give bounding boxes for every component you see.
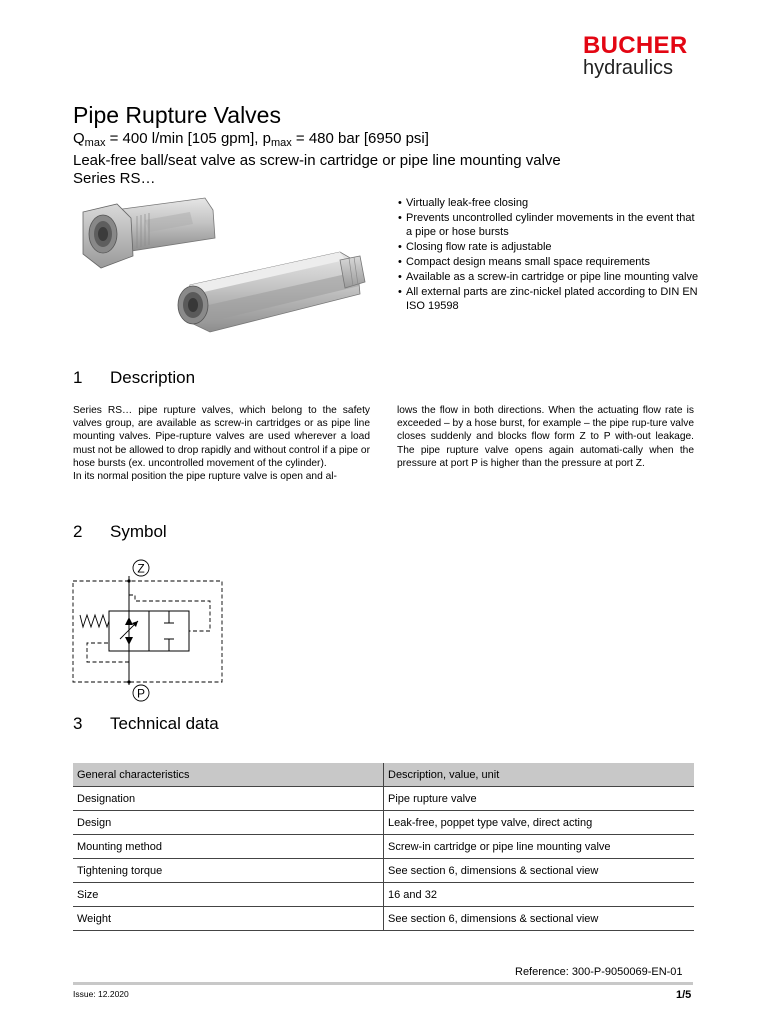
feature-list <box>398 196 703 314</box>
section-heading-symbol: 2 Symbol <box>73 522 167 541</box>
page-number: 1/5 <box>676 989 692 1001</box>
hydraulic-symbol <box>70 555 230 705</box>
spec-line: $Q_{max} = 400$ l/min [105 gpm], $p_{max} = 480$ bar [6950 psi] <box>73 130 429 149</box>
footer-divider <box>73 982 693 985</box>
subtitle-line: Leak-free ball/seat valve as screw-in cartridge or pipe line mounting valve <box>73 152 561 169</box>
description-paragraph: Series RS… pipe rupture valves, which belong to the safety valves group, are available as screw-in cartridges or as pipe line mounting valves. Pipe-rupture valves are used wherever a load must not be allowed to drop rapidly and without control if a pipe or hose bursts (ex. uncontrolled movement of the cylinder). <box>73 405 370 469</box>
table-cell: See section 6, dimensions & sectional view <box>384 907 695 931</box>
technical-data-table <box>73 763 694 931</box>
table-cell: 16 and 32 <box>384 883 695 907</box>
description-left-column <box>73 404 370 483</box>
feature-item: • Virtually leak-free closing <box>398 196 703 210</box>
product-image <box>75 190 370 350</box>
table-cell: Designation <box>73 787 384 811</box>
table-cell: Leak-free, poppet type valve, direct acting <box>384 811 695 835</box>
cartridge-valve-image <box>83 198 215 268</box>
brand-logo-name: BUCHER <box>583 32 688 59</box>
feature-item: • Available as a screw-in cartridge or pipe line mounting valve <box>398 270 703 284</box>
table-row <box>73 787 694 811</box>
table-header-cell: General characteristics <box>73 763 384 787</box>
table-cell: Size <box>73 883 384 907</box>
table-header-cell: Description, value, unit <box>384 763 695 787</box>
issue-date: Issue: 12.2020 <box>73 989 129 999</box>
table-row <box>73 835 694 859</box>
document-reference: Reference: 300-P-9050069-EN-01 <box>515 966 683 978</box>
feature-item: • All external parts are zinc-nickel plated according to DIN EN ISO 19598 <box>398 285 703 313</box>
section-heading-technical-data: 3 Technical data <box>73 714 219 733</box>
table-cell: Screw-in cartridge or pipe line mounting valve <box>384 835 695 859</box>
table-row <box>73 907 694 931</box>
table-cell: Tightening torque <box>73 859 384 883</box>
table-cell: See section 6, dimensions & sectional view <box>384 859 695 883</box>
description-paragraph: lows the flow in both directions. When the actuating flow rate is exceeded – by a hose burst, for example – the pipe rup-ture valve closes suddenly and blocks flow form Z to P with-out leakage. The pipe rupture valve opens again automati-cally when the pressure at port P is higher than the pressure at port Z. <box>397 405 694 469</box>
feature-item: • Prevents uncontrolled cylinder movements in the event that a pipe or hose bursts <box>398 211 703 239</box>
table-row <box>73 811 694 835</box>
series-line: Series RS… <box>73 170 156 187</box>
spring-icon <box>80 615 109 627</box>
table-cell: Mounting method <box>73 835 384 859</box>
pipeline-valve-image <box>178 252 365 332</box>
table-row <box>73 859 694 883</box>
description-right-column <box>397 404 694 470</box>
feature-item: • Closing flow rate is adjustable <box>398 240 703 254</box>
section-heading-description: 1 Description <box>73 368 196 387</box>
port-p-label: P <box>136 686 146 701</box>
description-paragraph: In its normal position the pipe rupture valve is open and al- <box>73 471 337 483</box>
page-title: Pipe Rupture Valves <box>73 102 281 128</box>
port-z-label: Z <box>137 561 145 576</box>
table-cell: Pipe rupture valve <box>384 787 695 811</box>
brand-logo-sub: hydraulics <box>583 57 674 79</box>
table-cell: Design <box>73 811 384 835</box>
table-cell: Weight <box>73 907 384 931</box>
table-row <box>73 883 694 907</box>
table-header-row <box>73 763 694 787</box>
feature-item: • Compact design means small space requirements <box>398 255 703 269</box>
